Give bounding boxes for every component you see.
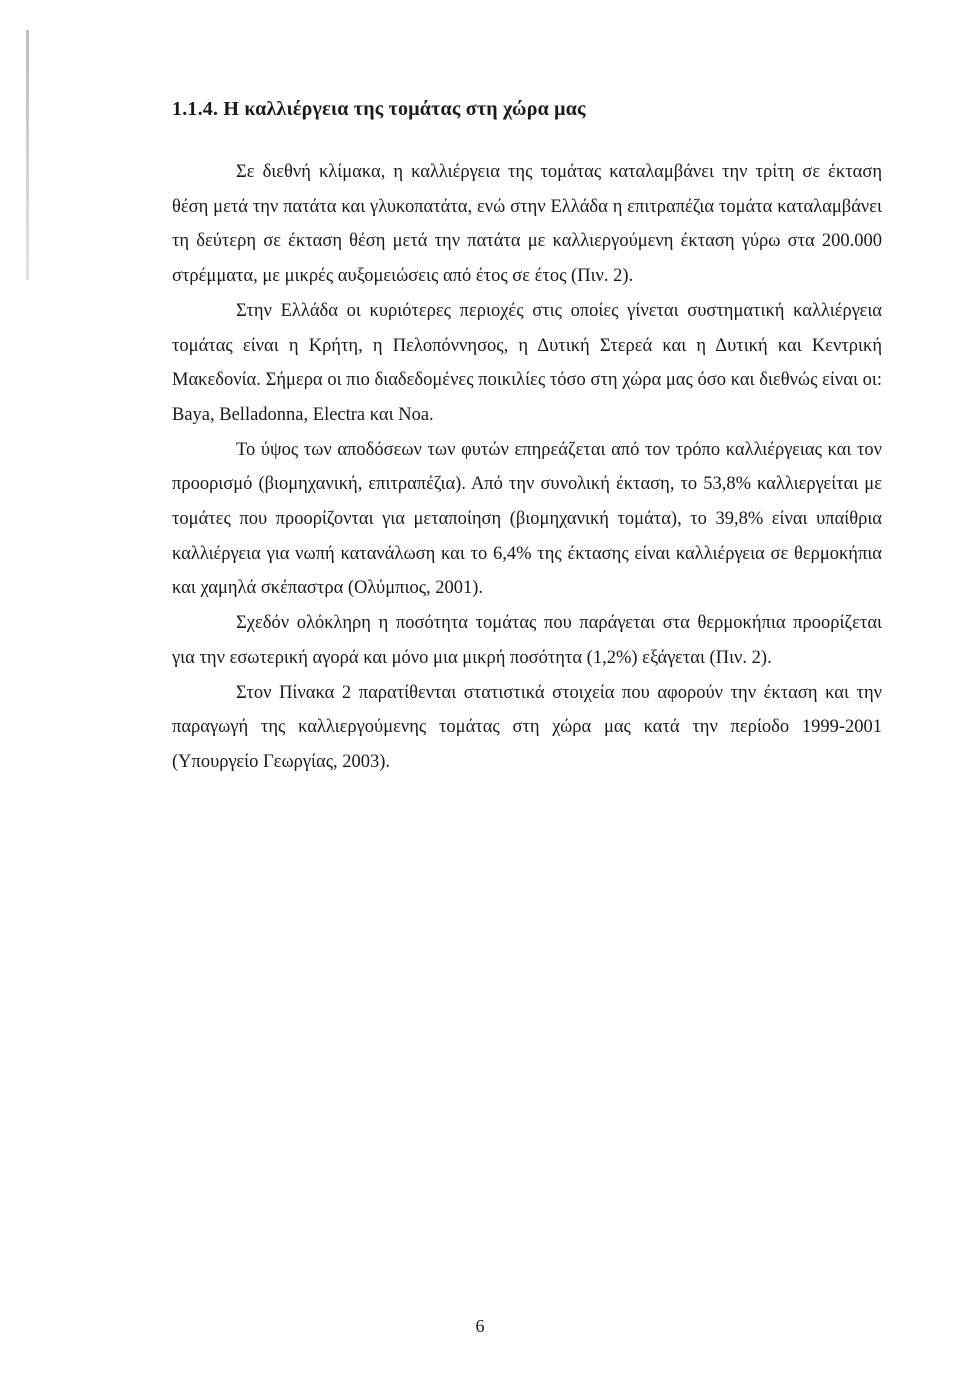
page-number: 6 <box>475 1316 485 1336</box>
paragraph-4: Σχεδόν ολόκληρη η ποσότητα τομάτας που παράγεται στα θερμοκήπια προορίζεται για την εσωτερική αγορά και μόνο μια μικρή ποσότητα (1,2%) εξάγεται (Πιν. 2). <box>172 613 882 668</box>
scan-edge-artifact <box>26 30 29 280</box>
body-text <box>172 155 882 780</box>
paragraph-5: Στον Πίνακα 2 παρατίθενται στατιστικά στοιχεία που αφορούν την έκταση και την παραγωγή της καλλιεργούμενης τομάτας στη χώρα μας κατά την περίοδο 1999-2001 (Υπουργείο Γεωργίας, 2003). <box>172 682 882 772</box>
paragraph-3: Το ύψος των αποδόσεων των φυτών επηρεάζεται από τον τρόπο καλλιέργειας και τον προορισμό (βιομηχανική, επιτραπέζια). Από την συνολική έκταση, το 53,8% καλλιεργείται με τομάτες που προορίζονται για μεταποίηση (βιομηχανική τομάτα), το 39,8% είναι υπαίθρια καλλιέργεια για νωπή κατανάλωση και το 6,4% της έκτασης είναι καλλιέργεια σε θερμοκήπια και χαμηλά σκέπαστρα (Ολύμπιος, 2001). <box>172 439 882 599</box>
paragraph-1: Σε διεθνή κλίμακα, η καλλιέργεια της τομάτας καταλαμβάνει την τρίτη σε έκταση θέση μετά την πατάτα και γλυκοπατάτα, ενώ στην Ελλάδα η επιτραπέζια τομάτα καταλαμβάνει τη δεύτερη σε έκταση θέση μετά την πατάτα με καλλιεργούμενη έκταση γύρω στα 200.000 στρέμματα, με μικρές αυξομειώσεις από έτος σε έτος (Πιν. 2). <box>172 162 882 287</box>
section-heading: 1.1.4. Η καλλιέργεια της τομάτας στη χώρα μας <box>172 98 586 120</box>
paragraph-2: Στην Ελλάδα οι κυριότερες περιοχές στις οποίες γίνεται συστηματική καλλιέργεια τομάτας είναι η Κρήτη, η Πελοπόννησος, η Δυτική Στερεά και η Δυτική και Κεντρική Μακεδονία. Σήμερα οι πιο διαδεδομένες ποικιλίες τόσο στη χώρα μας όσο και διεθνώς είναι οι: Baya, Belladonna, Electra και Noa. <box>172 300 882 425</box>
